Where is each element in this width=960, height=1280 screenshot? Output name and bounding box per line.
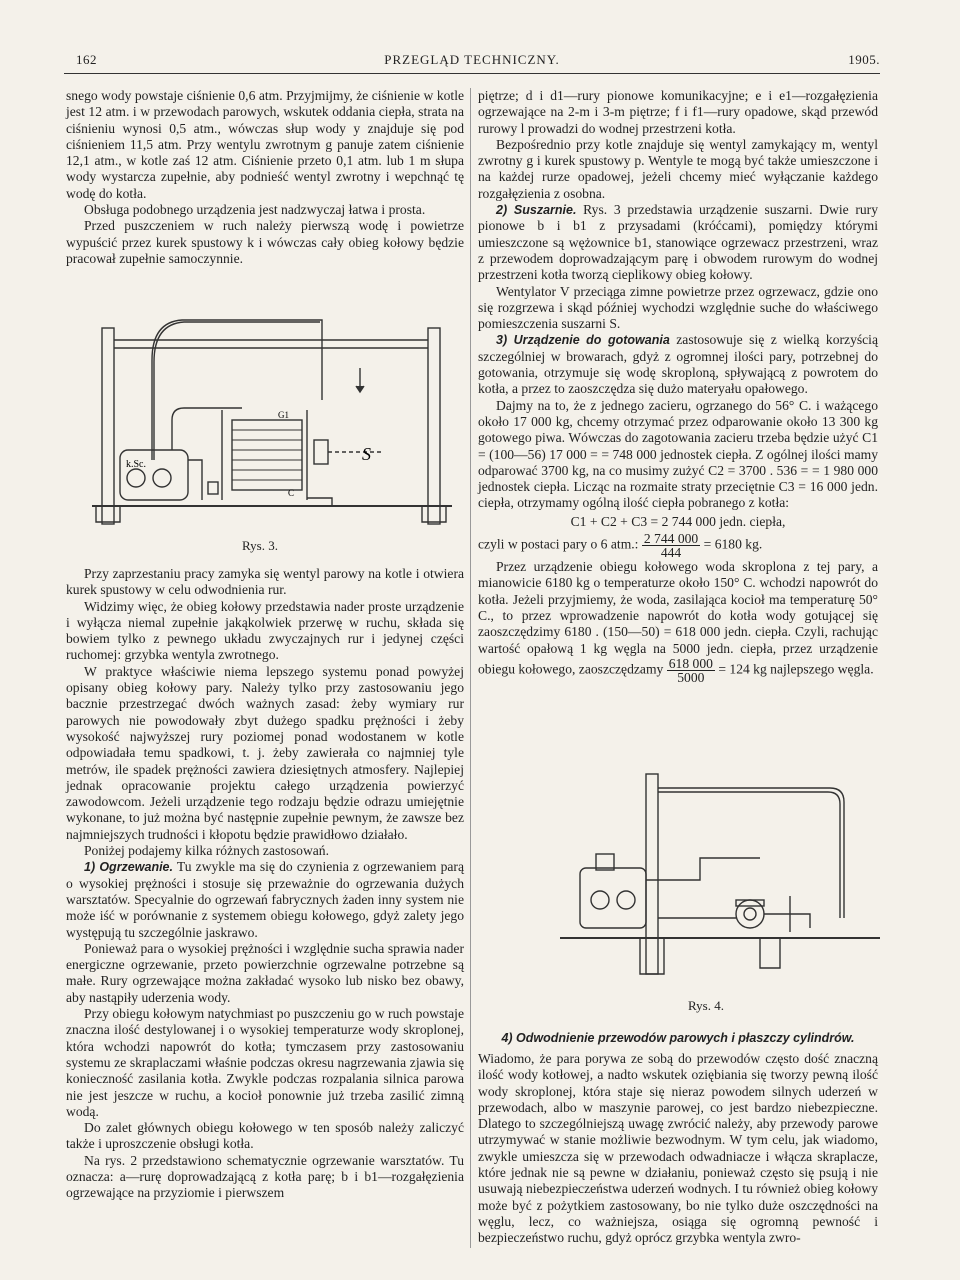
journal-year: 1905. [848, 52, 880, 67]
right-column-bottom [478, 1051, 878, 1247]
paragraph: 1) Ogrzewanie. Tu zwykle ma się do czynienia z ogrzewaniem parą o wysokiej prężności i stosuje się przeważnie do ogrzewania dużych warsztatów. Specyalnie do ogrzewań fabrycznych żaden inny system nie może iść w porównanie z systemem obiegu kołowego, gdyż zalety jego występują tu szczególnie jaskrawo. [66, 859, 464, 940]
figure-4-caption: Rys. 4. [688, 998, 724, 1013]
paragraph: W praktyce właściwie niema lepszego systemu ponad powyżej opisany obieg kołowy pary. Należy tylko przy zastosowaniu jego bacznie przestrzegać dwóch ważnych zasad: żeby wymiary rur parowych nie powodowały zbyt dużego spadku prężności i żeby wysokość najwyższej rury poziomej ponad wodostanem w kotle odpowiadała temu spadkowi, t. j. żeby zawierała co najmniej tyle metrów, ile spadek prężności zawiera dziesiętnych atmosfery. Najlepiej jednak opracowanie projektu całego urządzenia powierzyć zawodowcom. Jeżeli urządzenie tego rodzaju będzie odrazu umiejętnie wykonane, to już można być następnie zupełnie pewnym, że zawsze bez najmniejszych trudności i kłopotu będzie prawidłowo działało. [66, 663, 464, 842]
section-heading: 1) Ogrzewanie. [84, 860, 173, 875]
paragraph: snego wody powstaje ciśnienie 0,6 atm. Przyjmijmy, że ciśnienie w kotle jest 12 atm. i w przewodach parowych, wskutek oddania ciepła, strata na ciśnieniu wynosi 0,5 atm., wówczas słup wody y znajduje się pod ciśnieniem 11,5 atm. Przy wentylu zwrotnym g panuje zatem ciśnienie 12,1 atm., w kotle zaś 12 atm. Ciśnienie przeto 0,1 atm. lub 1 m słupa wody wystarcza zupełnie, aby podnieść wentyl zwrotny i wepchnąć tę wodę do kotła. [66, 88, 464, 201]
figure-3-caption: Rys. 3. [242, 538, 278, 553]
journal-title: PRZEGLĄD TECHNICZNY. [384, 52, 560, 67]
paragraph: Przez urządzenie obiegu kołowego woda skroplona z tej pary, a mianowicie 6180 kg o temperaturze około 150° C. wchodzi napowrót do kotła. Jeżeli przyjmiemy, że woda, zasilająca kocioł ma temperaturę 50° C., to przez wprowadzenie napowrót do kotła wody gotującej się zaoszczędzimy 6180 . (150—50) = 618 000 jedn. ciepła. Czyli, rachując wartość opałową 1 kg węgla na 5000 jedn. ciepła, przez urządzenie obiegu kołowego, zaoszczędzamy $\frac{618 000}{5000}$ = 124 kg najlepszego węgla. [478, 559, 878, 685]
right-column-top [478, 88, 878, 684]
paragraph: Dajmy na to, że z jednego zacieru, ogrzanego do 56° C. i ważącego około 17 000 kg, chcemy otrzymać przez odparowanie około 13 300 kg gotowego piwa. Wówczas do zagotowania zacieru trzeba będzie użyć C1 = (100—56) 17 000 = = 748 000 jednostek ciepła. Z ogólnej ilości mamy odparować 3700 kg, na co musimy zużyć C2 = 3700 . 536 = = 1 980 000 jednostek ciepła. Licząc na rozmaite straty przeciętnie C3 = 16 000 jedn. ciepła, otrzymamy ogólną ilość ciepła pobranego z kotła: [478, 397, 878, 511]
boiler-label: k.Sc. [126, 459, 146, 470]
section-heading: 2) Suszarnie. [496, 203, 577, 218]
paragraph: Wiadomo, że para porywa ze sobą do przewodów często dość znaczną ilość wody kotłowej, a nadto wskutek oziębiania się tworzy pewną ilość wody skroplonej, która staje się nieraz powodem silnych uderzeń w przewodach, albo w maszynie parowej, co jest bardzo niebezpieczne. Dlatego to szczególniejszą uwagę zwrócić należy, aby przewody parowe utrzymywać w stanie możliwie bezwodnym. W tym celu, jak wiadomo, zwykle umieszcza się w przewodach odwadniacze i włącza skraplacze, które jednak nie są pewne w działaniu, ponieważ często się psują i nie usuwają niebezpieczeństwa uderzeń wodnych. I tu również obieg kołowy może być z pożytkiem zastosowany, bo nie tylko duże oszczędności na węglu, lecz, co ważniejsza, osiąga się ogromną pewność i bezpieczeństwo ruchu, gdyż oprócz grzybka wentyla zwro- [478, 1051, 878, 1246]
drying-room-label: S [362, 444, 371, 464]
paragraph: Przy obiegu kołowym natychmiast po puszczeniu go w ruch powstaje znaczna ilość destylowanej i o wysokiej temperaturze wody skroplonej, która wchodzi napowrót do kotła; tymczasem przy zastosowaniu systemu ze skraplaczami właśnie podczas okresu nagrzewania zjawia się konieczność zasilania kotła. Zwykle podczas rozpalania silnica parowa nie jest jeszcze w ruchu, a kocioł ponownie już trzeba zasilić zimną wodą. [66, 1006, 464, 1119]
figure-4-cooking-apparatus [560, 768, 880, 988]
paragraph: Ponieważ para o wysokiej prężności i względnie sucha sprawia nader energiczne ogrzewanie, przeto powierzchnie ogrzewalne potrzebne są małe. Rury ogrzewające można zakładać wysoko lub nisko bez obawy, aby nastąpiły uderzenia wody. [66, 940, 464, 1005]
left-column-bottom [66, 566, 464, 1202]
paragraph: Na rys. 2 przedstawiono schematycznie ogrzewanie warsztatów. Tu oznacza: a—rurę doprowadzającą z kotła parę; b i b1—rozgałęzienia ogrzewające na przyziomie i pierwszem [66, 1152, 464, 1201]
paragraph: Wentylator V przeciąga zimne powietrze przez ogrzewacz, gdzie ono się rozgrzewa i skąd później wychodzi względnie suche do właściwego pomieszczenia suszarni S. [478, 283, 878, 332]
page-header [64, 48, 880, 72]
fraction: $\frac{2 744 000}{444}$ [643, 531, 699, 561]
equation: C1 + C2 + C3 = 2 744 000 jedn. ciepła, [570, 513, 786, 529]
section-heading: 3) Urządzenie do gotowania [496, 333, 670, 348]
paragraph: Widzimy więc, że obieg kołowy przedstawia nader proste urządzenie i wyłącza niemal zupełnie jakąkolwiek przerwę w ruchu, składa się bowiem tylko z pewnego układu zwyczajnych rur i jedynej części ruchomej: grzybka wentyla zwrotnego. [66, 598, 464, 663]
header-rule [64, 73, 880, 74]
paragraph: 2) Suszarnie. Rys. 3 przedstawia urządzenie suszarni. Dwie rury pionowe b i b1 z przysadami (króćcami), pomiędzy którymi umieszczone są wężownice b1, stanowiące ogrzewacz przestrzeni, wraz z przewodem doprowadzającym parę i obwodem rurowym do wodnej przestrzeni kotła tworzą cieplikowy obieg kołowy. [478, 202, 878, 283]
coil-label: G1 [278, 410, 289, 420]
paragraph: Przy zaprzestaniu pracy zamyka się wentyl parowy na kotle i otwiera kurek spustowy w celu odwodnienia rur. [66, 566, 464, 598]
paragraph: 3) Urządzenie do gotowania zastosowuje się z wielką korzyścią szczególniej w browarach, gdyż z ogromnej ilości pary, potrzebnej do gotowania, otrzymuje się wodę skroploną, spływającą z powrotem do kotła, a przez to zaoszczędza się dużo materyału opałowego. [478, 332, 878, 397]
paragraph: Do zalet głównych obiegu kołowego w ten sposób należy zaliczyć także i uproszczenie obsługi kotła. [66, 1120, 464, 1152]
paragraph: Przed puszczeniem w ruch należy pierwszą wodę i powietrze wypuścić przez kurek spustowy k i wówczas cały obieg kołowy będzie pracował zupełnie samoczynnie. [66, 218, 464, 266]
equation-line: czyli w postaci pary o 6 atm.: $\frac{2 744 000}{444}$ = 6180 kg. [478, 531, 763, 561]
paragraph: Obsługa podobnego urządzenia jest nadzwyczaj łatwa i prosta. [84, 202, 426, 218]
page-number: 162 [76, 52, 97, 67]
section-heading: 4) Odwodnienie przewodów parowych i płaszczy cylindrów. [501, 1031, 855, 1045]
fraction: $\frac{618 000}{5000}$ [668, 655, 713, 685]
condenser-label: C [288, 488, 295, 498]
left-column-top [66, 88, 464, 267]
paragraph: piętrze; d i d1—rury pionowe komunikacyjne; e i e1—rozgałęzienia ogrzewające na 2-m i 3-m piętrze; f i f1—rury opadowe, skąd przewód rurowy l prowadzi do wodnej przestrzeni kotła. [478, 88, 878, 136]
paragraph: Poniżej podajemy kilka różnych zastosowań. [84, 843, 329, 859]
column-separator [470, 88, 471, 1248]
paragraph: Bezpośrednio przy kotle znajduje się wentyl zamykający m, wentyl zwrotny g i kurek spustowy p. Wentyle te mogą być także umieszczone i na każdej rurze opadowej, jeżeli chcemy mieć wyłączanie każdego rozgałęzienia z osobna. [478, 136, 878, 201]
figure-3-drying-room [92, 300, 452, 532]
